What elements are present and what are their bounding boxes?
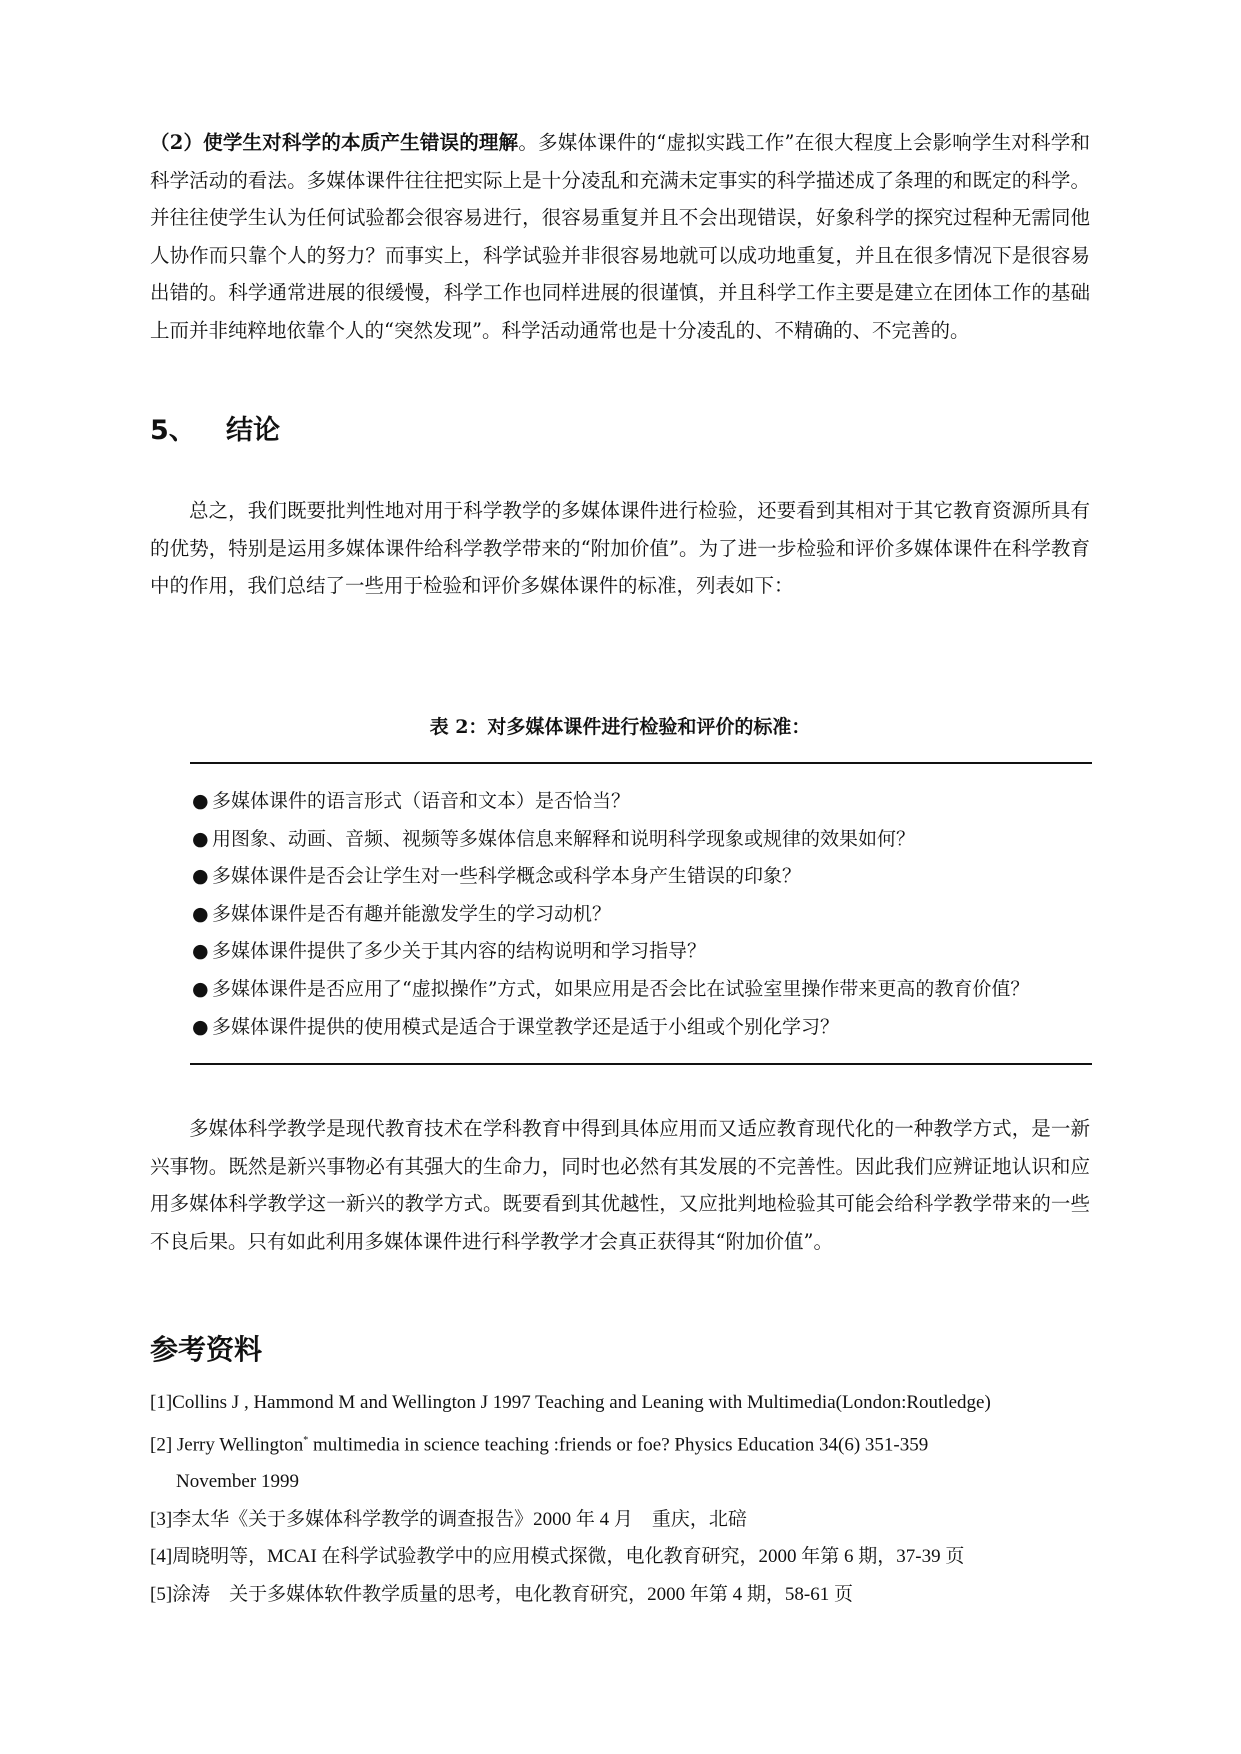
table-bottom-rule — [190, 1063, 1092, 1065]
bullet-icon: ● — [192, 865, 209, 888]
bullet-icon: ● — [192, 790, 209, 812]
criteria-item: ● 多媒体课件是否有趣并能激发学生的学习动机？ — [192, 896, 1092, 934]
criteria-item: ● 多媒体课件是否会让学生对一些科学概念或科学本身产生错误的印象？ — [192, 858, 1092, 896]
paragraph-misconception — [150, 124, 1090, 349]
bullet-icon: ● — [192, 977, 209, 1000]
criteria-item: ● 多媒体课件的语言形式（语音和文本）是否恰当？ — [192, 783, 1092, 821]
section-number: 5、 — [150, 415, 196, 446]
paragraph-body: 。多媒体课件的“虚拟实践工作”在很大程度上会影响学生对科学和科学活动的看法。多媒体课件往往把实际上是十分凌乱和充满未定事实的科学描述成了条理的和既定的科学。并往往使学生认为任何试验都会很容易进行，很容易重复并且不会出现错误，好象科学的探究过程种无需同他人协作而只靠个人的努力？而事实上，科学试验并非很容易地就可以成功地重复，并且在很多情况下是很容易出错的。科学通常进展的很缓慢，科学工作也同样进展的很谨慎，并且科学工作主要是建立在团体工作的基础上而并非纯粹地依靠个人的“突然发现”。科学活动通常也是十分凌乱的、不精确的、不完善的。 — [150, 131, 1090, 342]
paragraph-lead: （2）使学生对科学的本质产生错误的理解 — [150, 131, 519, 154]
reference-item: [1]Collins J , Hammond M and Wellington J 1997 Teaching and Leaning with Multimedia(London:Routledge) — [150, 1392, 991, 1413]
paragraph-conclusion: 多媒体科学教学是现代教育技术在学科教育中得到具体应用而又适应教育现代化的一种教学方式，是一新兴事物。既然是新兴事物必有其强大的生命力，同时也必然有其发展的不完善性。因此我们应辨证地认识和应用多媒体科学教学这一新兴的教学方式。既要看到其优越性，又应批判地检验其可能会给科学教学带来的一些不良后果。只有如此利用多媒体课件进行科学教学才会真正获得其“附加价值”。 — [150, 1117, 1090, 1253]
table-caption: 表 2：对多媒体课件进行检验和评价的标准： — [429, 716, 811, 738]
reference-item: [2] Jerry Wellington* multimedia in science teaching :friends or foe? Physics Education 34(6) 351-359 November 1999 — [150, 1433, 929, 1493]
reference-item: [3]李太华《关于多媒体科学教学的调查报告》2000 年 4 月 重庆，北碚 — [150, 1508, 747, 1530]
references-list — [150, 1384, 1100, 1613]
criteria-item: ● 多媒体课件提供了多少关于其内容的结构说明和学习指导？ — [192, 933, 1092, 971]
bullet-icon: ● — [192, 1015, 209, 1038]
bullet-icon: ● — [192, 940, 209, 963]
reference-item: [4]周晓明等，MCAI 在科学试验教学中的应用模式探微，电化教育研究，2000 年第 6 期，37-39 页 — [150, 1546, 965, 1568]
bullet-icon: ● — [192, 827, 209, 850]
criteria-list — [192, 783, 1092, 1046]
section-title: 结论 — [226, 415, 280, 446]
section-heading-conclusion — [150, 408, 280, 447]
criteria-item: ● 多媒体课件提供的使用模式是适合于课堂教学还是适于小组或个别化学习？ — [192, 1009, 1092, 1047]
paragraph-intro: 总之，我们既要批判性地对用于科学教学的多媒体课件进行检验，还要看到其相对于其它教育资源所具有的优势，特别是运用多媒体课件给科学教学带来的“附加价值”。为了进一步检验和评价多媒体课件在科学教育中的作用，我们总结了一些用于检验和评价多媒体课件的标准，列表如下： — [150, 499, 1090, 597]
bullet-icon: ● — [192, 902, 209, 925]
references-heading: 参考资料 — [150, 1333, 263, 1366]
reference-item: [5]涂涛 关于多媒体软件教学质量的思考，电化教育研究，2000 年第 4 期，58-61 页 — [150, 1583, 853, 1605]
criteria-item: ● 用图象、动画、音频、视频等多媒体信息来解释和说明科学现象或规律的效果如何？ — [192, 821, 1092, 859]
table-top-rule — [190, 762, 1092, 764]
criteria-item: ● 多媒体课件是否应用了“虚拟操作”方式，如果应用是否会比在试验室里操作带来更高的教育价值？ — [192, 971, 1092, 1009]
